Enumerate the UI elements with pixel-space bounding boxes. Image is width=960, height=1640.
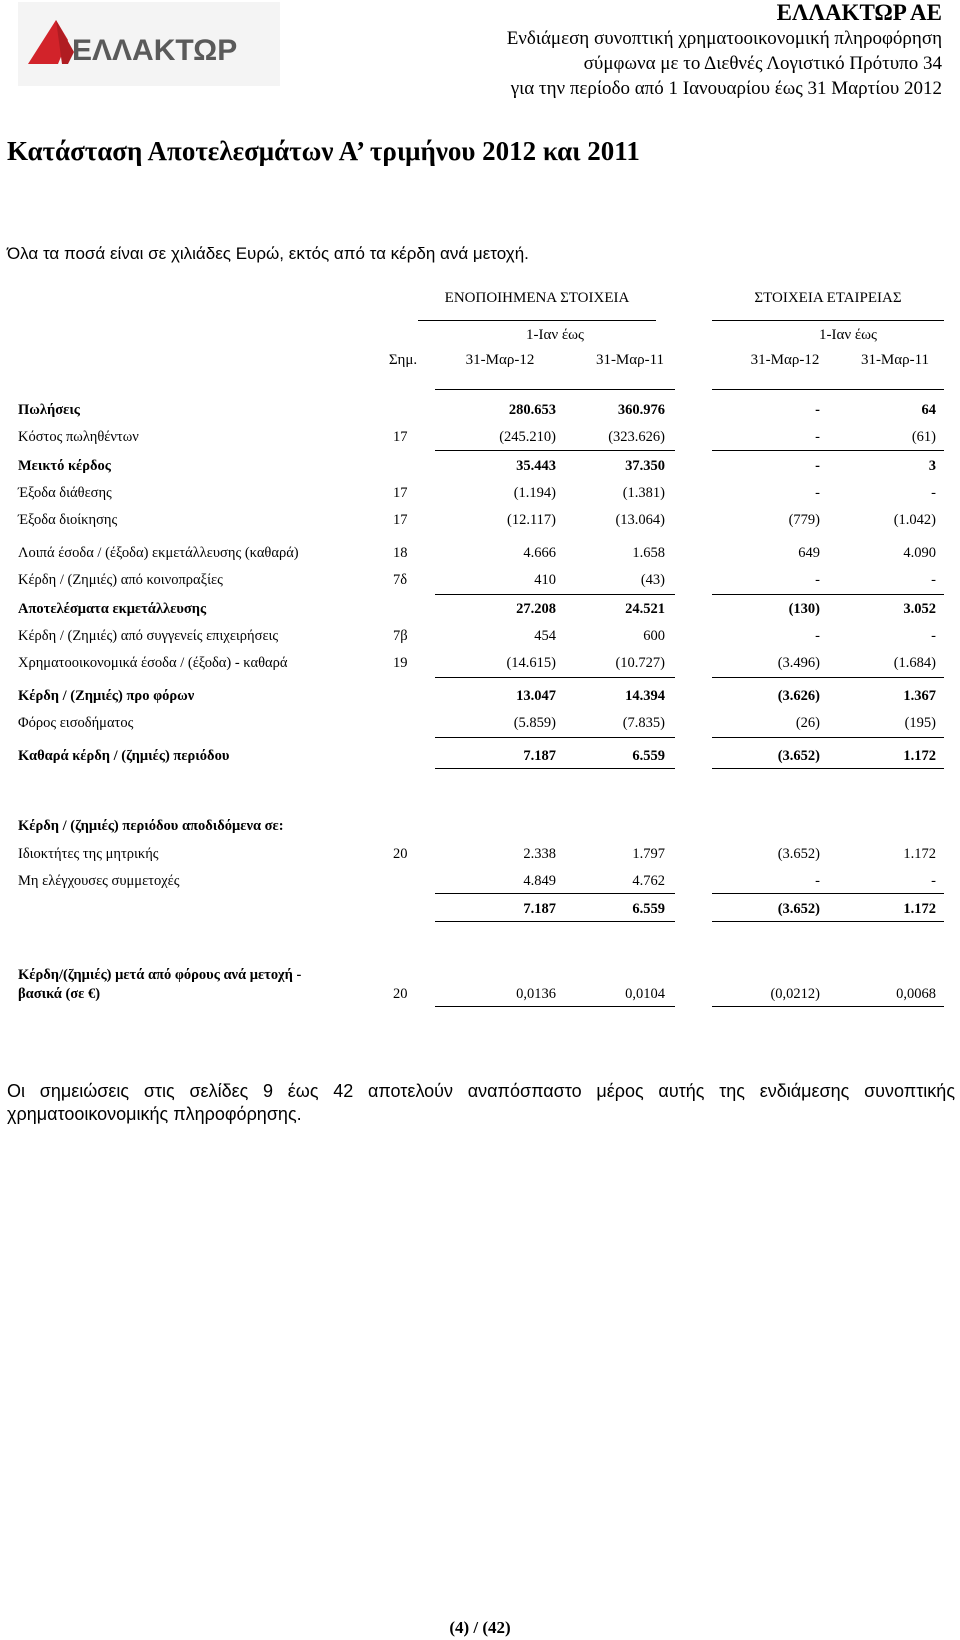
row-note: 20 [393, 846, 408, 862]
cell-group-2011: 600 [643, 628, 665, 644]
cell-group-2011: 1.797 [632, 846, 665, 862]
cell-company-2011: 3.052 [903, 601, 936, 617]
cell-company-2012: - [815, 485, 820, 501]
row-note: 19 [393, 655, 408, 671]
cell-group-2011: (43) [640, 572, 665, 588]
cell-group-2012: 7.187 [523, 748, 556, 764]
company-name: ΕΛΛΑΚΤΩΡ ΑΕ [776, 0, 942, 25]
header-line-2: σύμφωνα με το Διεθνές Λογιστικό Πρότυπο 34 [583, 53, 942, 74]
cell-company-2011: 1.172 [903, 846, 936, 862]
cell-group-2012: (245.210) [499, 429, 556, 445]
footnote: Οι σημειώσεις στις σελίδες 9 έως 42 αποτελούν αναπόσπαστο μέρος αυτής της ενδιάμεσης συνοπτικής χρηματοοικονομικής πληροφόρησης. [7, 1081, 955, 1124]
cell-company-2011: (1.042) [893, 512, 936, 528]
cell-group-2012: 2.338 [523, 846, 556, 862]
period-label-company: 1-Ιαν έως [819, 327, 877, 343]
cell-group-2012: 410 [534, 572, 556, 588]
logo-text: ΕΛΛΑΚΤΩΡ [72, 34, 238, 67]
page-title: Κατάσταση Αποτελεσμάτων Α’ τριμήνου 2012 και 2011 [7, 136, 640, 166]
total-rule-consolidated [435, 921, 675, 922]
cell-group-2012: (5.859) [513, 715, 556, 731]
subtotal-rule-company [712, 450, 944, 451]
row-note: 20 [393, 986, 408, 1002]
table-row [0, 715, 960, 739]
cell-group-2011: 1.658 [632, 545, 665, 561]
cell-group-2011: 6.559 [632, 901, 665, 917]
cell-company-2012: (3.652) [777, 748, 820, 764]
row-label: Λοιπά έσοδα / (έξοδα) εκμετάλλευσης (καθαρά) [18, 545, 299, 561]
cell-company-2011: 1.172 [903, 901, 936, 917]
total-rule-company [712, 921, 944, 922]
group-underline-consolidated [418, 320, 656, 321]
note-column-header: Σημ. [388, 352, 418, 368]
cell-company-2012: (779) [788, 512, 820, 528]
cell-company-2011: 0,0068 [896, 986, 936, 1002]
intro-text: Όλα τα ποσά είναι σε χιλιάδες Ευρώ, εκτός από τα κέρδη ανά μετοχή. [7, 244, 529, 263]
row-label: Μεικτό κέρδος [18, 458, 111, 474]
column-header-2: 31-Μαρ-11 [595, 352, 665, 368]
header-line-1: Ενδιάμεση συνοπτική χρηματοοικονομική πληροφόρηση [506, 28, 942, 49]
cell-group-2011: 4.762 [632, 873, 665, 889]
table-row [0, 572, 960, 596]
cell-group-2011: (1.381) [622, 485, 665, 501]
cell-company-2011: 1.367 [903, 688, 936, 704]
cell-company-2012: (3.496) [777, 655, 820, 671]
cell-group-2011: 6.559 [632, 748, 665, 764]
table-row [0, 601, 960, 625]
cell-group-2011: (7.835) [622, 715, 665, 731]
subtotal-rule-consolidated [435, 450, 675, 451]
table-row [0, 655, 960, 679]
table-row [0, 688, 960, 712]
cell-company-2011: - [931, 628, 936, 644]
cell-group-2012: 13.047 [516, 688, 556, 704]
group-header-consolidated: ΕΝΟΠΟΙΗΜΕΝΑ ΣΤΟΙΧΕΙΑ [444, 290, 630, 306]
eps-label-line-1: Κέρδη/(ζημιές) μετά από φόρους ανά μετοχή - [18, 967, 302, 983]
cell-company-2012: - [815, 873, 820, 889]
cell-company-2011: 4.090 [903, 545, 936, 561]
row-label: Κόστος πωληθέντων [18, 429, 139, 445]
cell-group-2012: 27.208 [516, 601, 556, 617]
row-note: 7β [393, 628, 408, 644]
cell-group-2011: 14.394 [625, 688, 665, 704]
cell-group-2012: (14.615) [506, 655, 556, 671]
company-logo [18, 2, 280, 86]
row-label: Χρηματοοικονομικά έσοδα / (έξοδα) - καθαρά [18, 655, 288, 671]
cell-company-2012: - [815, 458, 820, 474]
cell-company-2012: (3.626) [777, 688, 820, 704]
subtotal-rule-consolidated [435, 737, 675, 738]
column-header-3: 31-Μαρ-12 [750, 352, 820, 368]
cell-company-2012: - [815, 402, 820, 418]
attribution-heading: Κέρδη / (ζημιές) περιόδου αποδιδόμενα σε: [18, 818, 284, 834]
table-row [0, 485, 960, 509]
row-label: Έξοδα διοίκησης [18, 512, 118, 528]
cell-company-2012: 649 [798, 545, 820, 561]
total-rule-company [712, 1006, 944, 1007]
cell-company-2012: (130) [788, 601, 820, 617]
cell-group-2011: 24.521 [625, 601, 665, 617]
total-rule-consolidated [435, 1006, 675, 1007]
cell-company-2012: - [815, 429, 820, 445]
total-rule-company [712, 768, 944, 769]
row-label: Αποτελέσματα εκμετάλλευσης [18, 601, 207, 617]
row-label: Κέρδη / (Ζημιές) από συγγενείς επιχειρήσεις [18, 628, 279, 644]
cell-group-2012: 35.443 [516, 458, 556, 474]
cell-group-2012: 280.653 [508, 402, 556, 418]
total-rule-consolidated [435, 768, 675, 769]
table-row [0, 458, 960, 482]
attribution-heading-row [0, 818, 960, 842]
cell-group-2011: 0,0104 [625, 986, 665, 1002]
cell-group-2012: 4.666 [523, 545, 556, 561]
row-label: Κέρδη / (Ζημιές) προ φόρων [18, 688, 195, 704]
row-label: Φόρος εισοδήματος [18, 715, 134, 731]
row-label: Καθαρά κέρδη / (ζημιές) περιόδου [18, 748, 230, 764]
cell-group-2012: 7.187 [523, 901, 556, 917]
cell-group-2012: 4.849 [523, 873, 556, 889]
row-label: Κέρδη / (Ζημιές) από κοινοπραξίες [18, 572, 223, 588]
cell-company-2012: (26) [795, 715, 820, 731]
table-row [0, 402, 960, 426]
row-note: 17 [393, 429, 408, 445]
period-label-consolidated: 1-Ιαν έως [526, 327, 584, 343]
subtotal-rule-consolidated [435, 893, 675, 894]
cell-group-2012: (12.117) [507, 512, 556, 528]
cell-company-2011: - [931, 572, 936, 588]
subtotal-rule-company [712, 677, 944, 678]
header-rule-consolidated [435, 389, 675, 390]
table-row [0, 846, 960, 870]
cell-group-2011: 37.350 [625, 458, 665, 474]
subtotal-rule-consolidated [435, 677, 675, 678]
row-note: 7δ [393, 572, 408, 588]
cell-group-2011: (323.626) [608, 429, 665, 445]
header-line-3: για την περίοδο από 1 Ιανουαρίου έως 31 Μαρτίου 2012 [510, 78, 942, 99]
cell-company-2011: (195) [904, 715, 936, 731]
cell-company-2011: 64 [921, 402, 936, 418]
cell-group-2011: (10.727) [615, 655, 665, 671]
cell-company-2012: - [815, 628, 820, 644]
eps-label-line-2: βασικά (σε €) [18, 986, 101, 1002]
group-header-company: ΣΤΟΙΧΕΙΑ ΕΤΑΙΡΕΙΑΣ [754, 290, 902, 306]
header-rule-company [712, 389, 944, 390]
table-row [0, 512, 960, 536]
row-note: 17 [393, 485, 408, 501]
cell-group-2011: (13.064) [615, 512, 665, 528]
table-row [0, 628, 960, 652]
subtotal-rule-company [712, 594, 944, 595]
cell-company-2011: (1.684) [893, 655, 936, 671]
cell-group-2012: (1.194) [513, 485, 556, 501]
cell-company-2011: 3 [928, 458, 936, 474]
cell-group-2012: 0,0136 [516, 986, 556, 1002]
column-header-1: 31-Μαρ-12 [465, 352, 535, 368]
cell-company-2012: (0,0212) [770, 986, 820, 1002]
cell-company-2011: (61) [911, 429, 936, 445]
cell-company-2011: - [931, 485, 936, 501]
row-label: Έξοδα διάθεσης [18, 485, 112, 501]
column-header-4: 31-Μαρ-11 [860, 352, 930, 368]
cell-group-2011: 360.976 [617, 402, 665, 418]
row-label: Ιδιοκτήτες της μητρικής [18, 846, 159, 862]
cell-company-2012: - [815, 572, 820, 588]
row-label: Πωλήσεις [18, 402, 80, 418]
row-note: 18 [393, 545, 408, 561]
group-underline-company [712, 320, 944, 321]
row-label: Μη ελέγχουσες συμμετοχές [18, 873, 180, 889]
page-number: (4) / (42) [449, 1618, 511, 1637]
cell-company-2011: 1.172 [903, 748, 936, 764]
logo-graphic [18, 2, 280, 86]
subtotal-rule-company [712, 737, 944, 738]
cell-group-2012: 454 [534, 628, 556, 644]
subtotal-rule-consolidated [435, 594, 675, 595]
cell-company-2011: - [931, 873, 936, 889]
cell-company-2012: (3.652) [777, 846, 820, 862]
row-note: 17 [393, 512, 408, 528]
table-row [0, 545, 960, 569]
cell-company-2012: (3.652) [777, 901, 820, 917]
subtotal-rule-company [712, 893, 944, 894]
